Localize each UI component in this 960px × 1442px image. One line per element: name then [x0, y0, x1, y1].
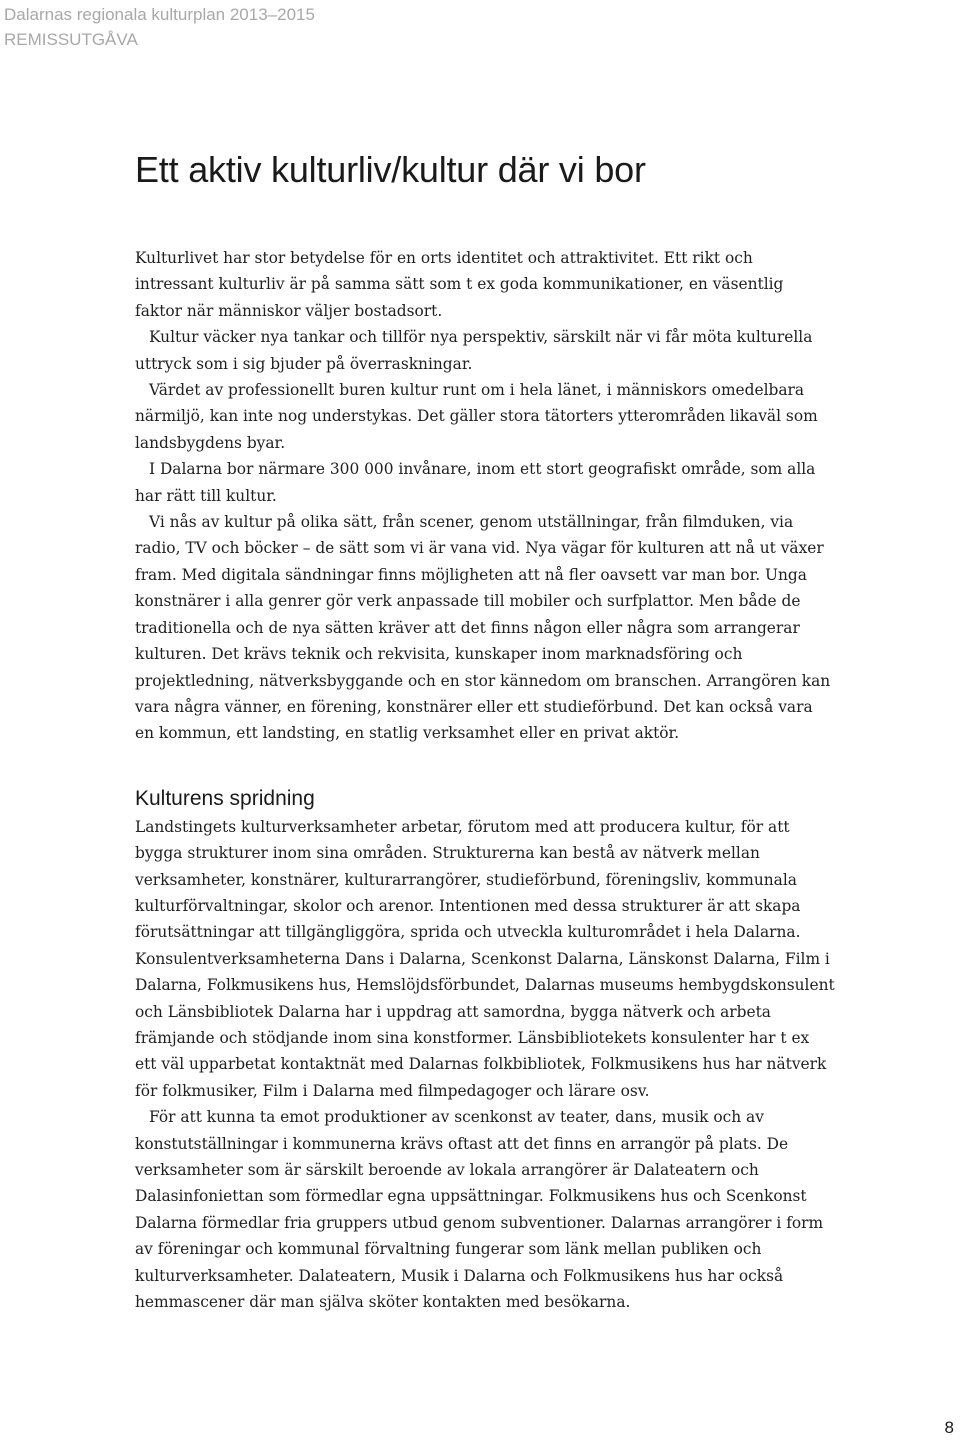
document-body	[135, 245, 835, 1315]
page-number: 8	[944, 1418, 954, 1437]
running-head-publication: Dalarnas regionala kulturplan 2013–2015	[4, 5, 315, 24]
running-head	[4, 2, 315, 52]
body-paragraph: Kultur väcker nya tankar och tillför nya perspektiv, särskilt när vi får möta kulturella uttryck som i sig bjuder på överraskningar.	[135, 328, 813, 373]
running-head-edition: REMISSUTGÅVA	[4, 30, 138, 49]
body-paragraph: Vi nås av kultur på olika sätt, från scener, genom utställningar, från filmduken, via radio, TV och böcker – de sätt som vi är vana vid. Nya vägar för kulturen att nå ut växer fram. Med digitala sändningar finns möjligheten att nå fler oavsett var man bor. Unga konstnärer i alla genrer gör verk anpassade till mobiler och surfplattor. Men både de traditionella och de nya sätten kräver att det finns någon eller några som arrangerar kulturen. Det krävs teknik och rekvisita, kunskaper inom marknadsföring och projektledning, nätverksbyggande och en stor kännedom om branschen. Arrangören kan vara några vänner, en förening, konstnärer eller ett studieförbund. Det kan också vara en kommun, ett landsting, en statlig verksamhet eller en privat aktör.	[135, 513, 831, 743]
body-paragraph: Kulturlivet har stor betydelse för en orts identitet och attraktivitet. Ett rikt och intressant kulturliv är på samma sätt som t ex goda kommunikationer, en väsentlig faktor när människor väljer bostadsort.	[135, 249, 784, 320]
section-heading: Kulturens spridning	[135, 786, 315, 810]
page-title: Ett aktiv kulturliv/kultur där vi bor	[135, 149, 646, 190]
body-paragraph: I Dalarna bor närmare 300 000 invånare, inom ett stort geografiskt område, som alla har rätt till kultur.	[135, 460, 816, 505]
section-paragraph: För att kunna ta emot produktioner av scenkonst av teater, dans, musik och av konstutställningar i kommunerna krävs oftast att det finns en arrangör på plats. De verksamheter som är särskilt beroende av lokala arrangörer är Dalateatern och Dalasinfoniettan som förmedlar egna uppsättningar. Folkmusikens hus och Scenkonst Dalarna förmedlar fria gruppers utbud genom subventioner. Dalarnas arrangörer i form av föreningar och kommunal förvaltning fungerar som länk mellan publiken och kulturverksamheter. Dalateatern, Musik i Dalarna och Folkmusikens hus har också hemmascener där man själva sköter kontakten med besökarna.	[135, 1108, 824, 1312]
body-paragraph: Värdet av professionellt buren kultur runt om i hela länet, i människors omedelbara närmiljö, kan inte nog understykas. Det gäller stora tätorters ytterområden likaväl som landsbygdens byar.	[135, 381, 818, 452]
section-paragraph: Landstingets kulturverksamheter arbetar, förutom med att producera kultur, för att bygga strukturer inom sina områden. Strukturerna kan bestå av nätverk mellan verksamheter, konstnärer, kulturarrangörer, studieförbund, föreningsliv, kommunala kulturförvaltningar, skolor och arenor. Intentionen med dessa strukturer är att skapa förutsättningar att tillgängliggöra, sprida och utveckla kulturområdet i hela Dalarna. Konsulentverksamheterna Dans i Dalarna, Scenkonst Dalarna, Länskonst Dalarna, Film i Dalarna, Folkmusikens hus, Hemslöjdsförbundet, Dalarnas museums hembygdskonsulent och Länsbibliotek Dalarna har i uppdrag att samordna, bygga nätverk och arbeta främjande och stödjande inom sina konstformer. Länsbibliotekets konsulenter har t ex ett väl upparbetat kontaktnät med Dalarnas folkbibliotek, Folkmusikens hus har nätverk för folkmusiker, Film i Dalarna med filmpedagoger och lärare osv.	[135, 817, 835, 1100]
